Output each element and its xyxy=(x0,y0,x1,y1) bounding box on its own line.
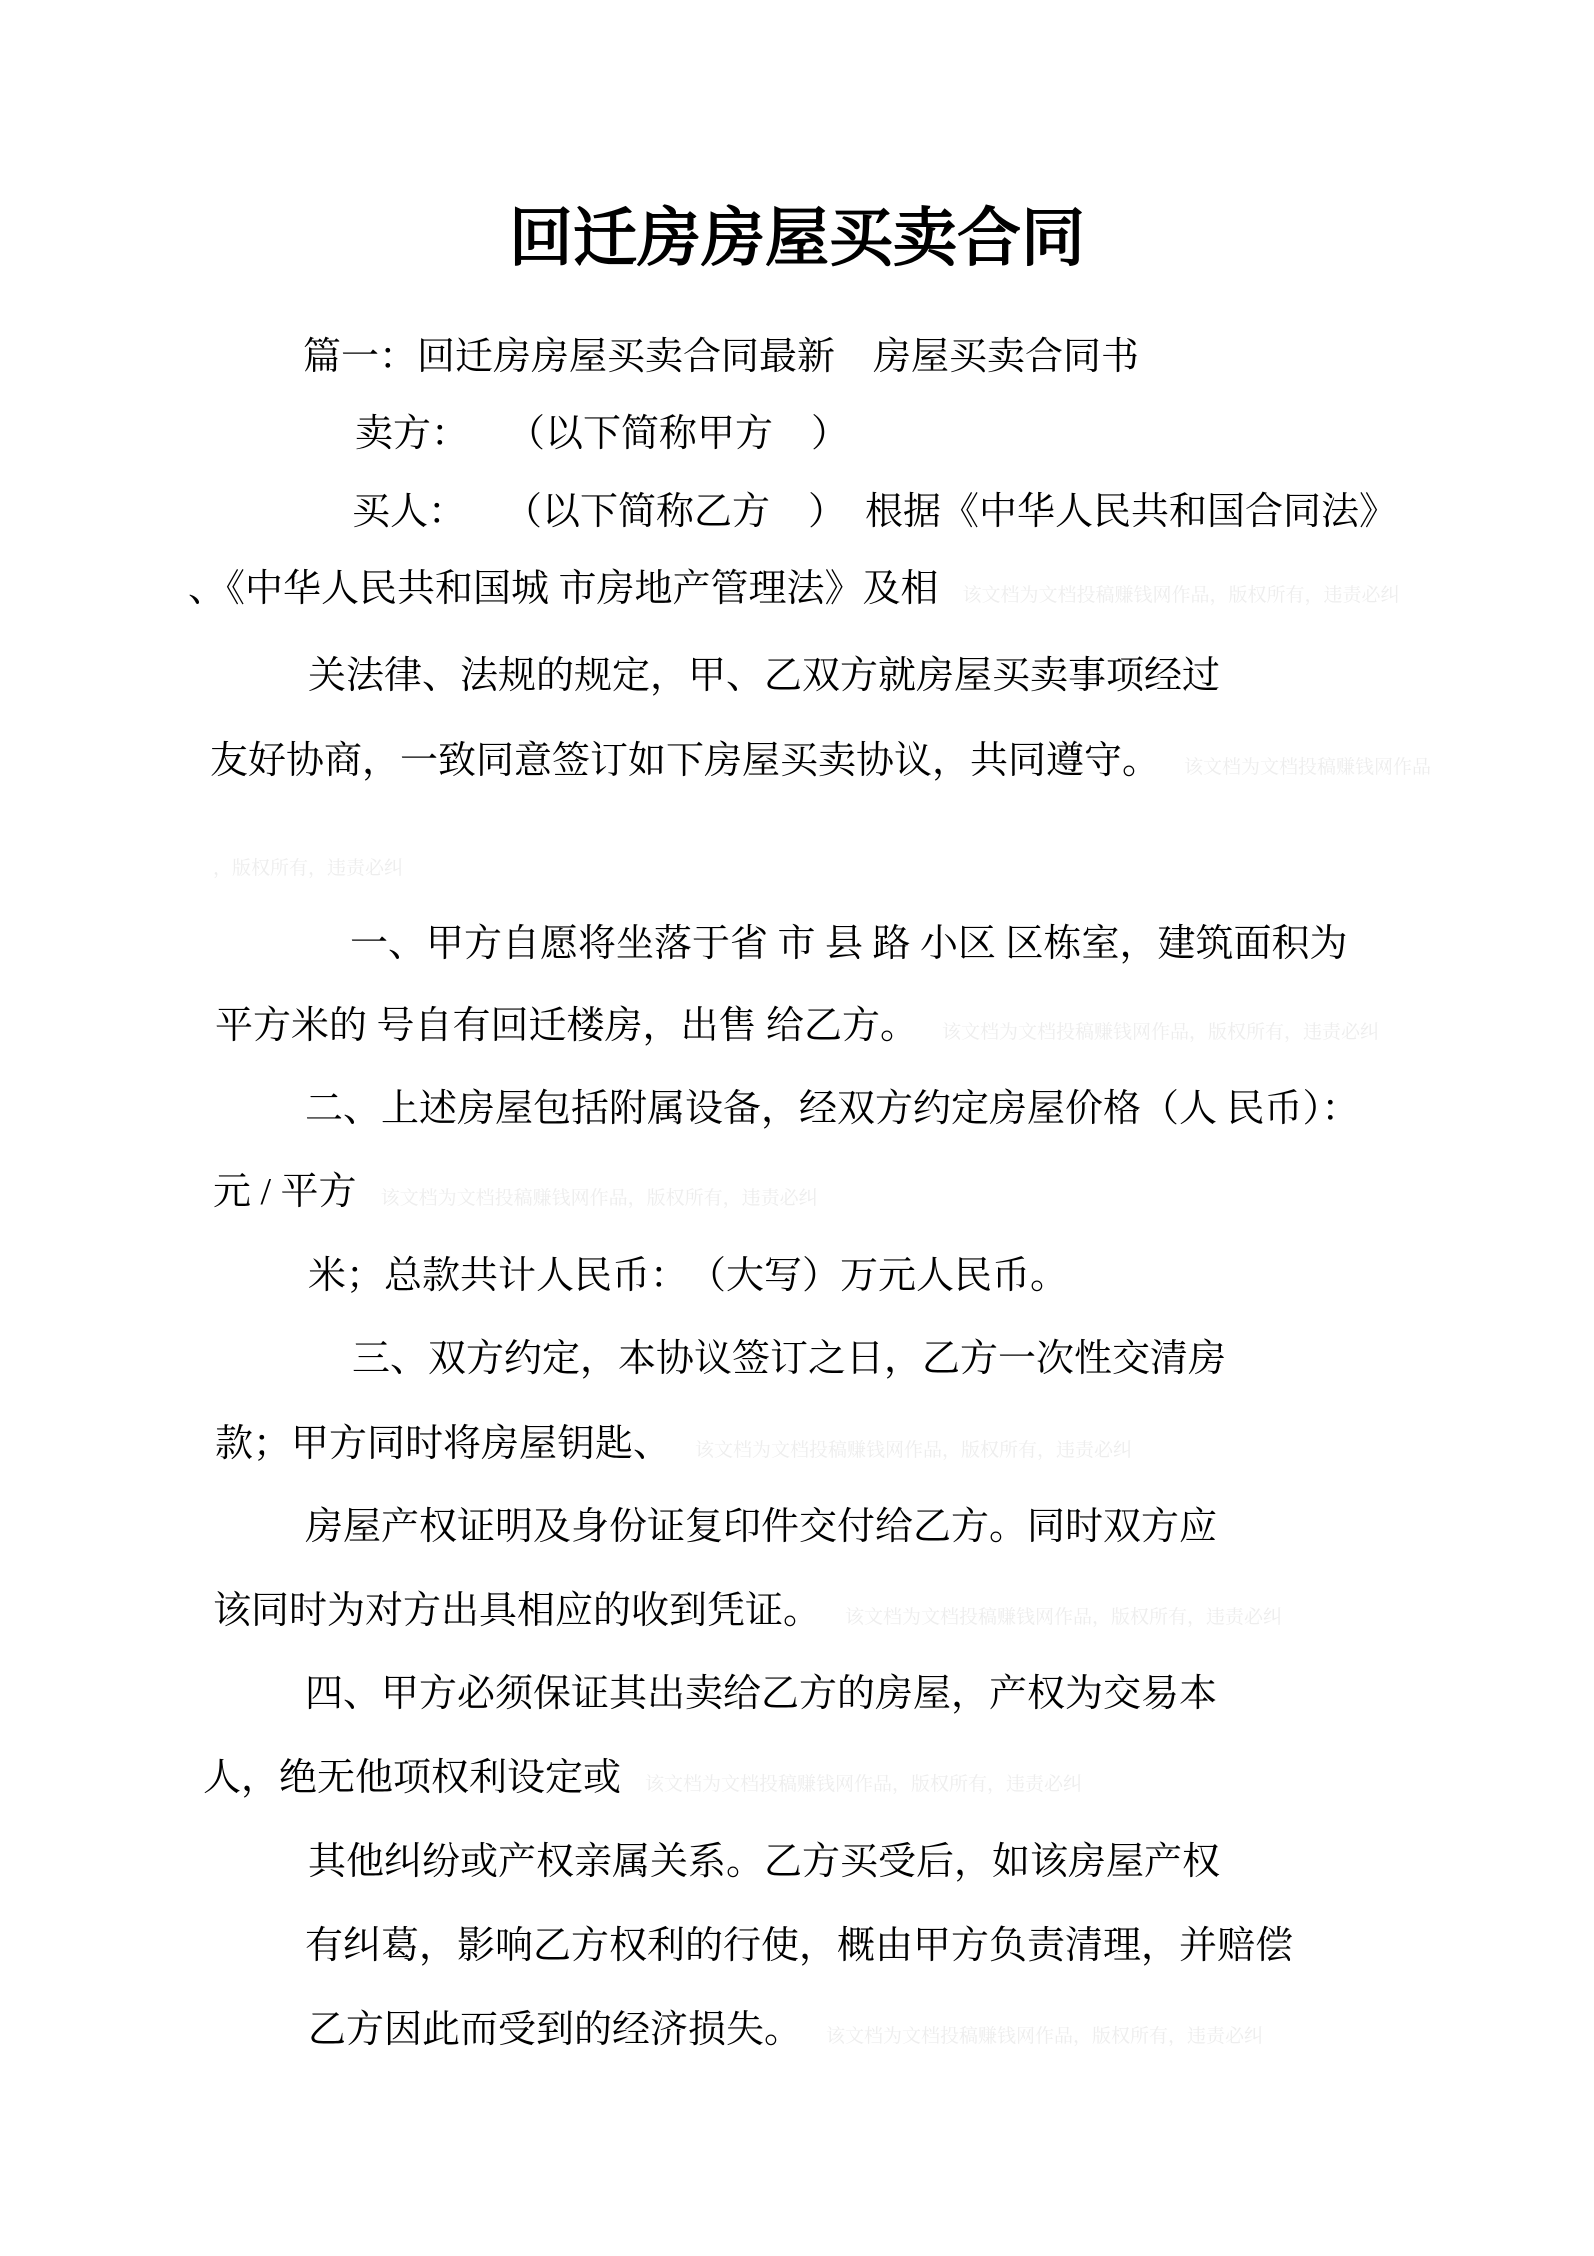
watermark-text: 该文档为文档投稿赚钱网作品，版权所有，违责必纠 xyxy=(695,1439,1133,1461)
text-run: 款；甲方同时将房屋钥匙、 xyxy=(215,1423,672,1465)
text-line xyxy=(213,1587,1282,1636)
text-run: 平方米的 号自有回迁楼房，出售 给乙方。 xyxy=(215,1005,919,1047)
text-line xyxy=(215,1002,1379,1051)
text-run: 乙方因此而受到的经济损失。 xyxy=(308,2009,803,2051)
text-line xyxy=(305,1085,1360,1134)
watermark-text: 该文档为文档投稿赚钱网作品，版权所有，违责必纠 xyxy=(380,1187,818,1209)
text-run: 卖方： （以下简称甲方 ） xyxy=(355,413,850,455)
text-run: 友好协商，一致同意签订如下房屋买卖协议，共同遵守。 xyxy=(210,740,1161,782)
text-run: 关法律、法规的规定，甲、乙双方就房屋买卖事项经过 xyxy=(308,655,1221,697)
text-line xyxy=(210,737,1431,786)
text-run: 一、甲方自愿将坐落于省 市 县 路 小区 区栋室，建筑面积为 xyxy=(350,923,1348,965)
text-line xyxy=(203,1754,1082,1803)
text-run: 米；总款共计人民币： （大写）万元人民币。 xyxy=(308,1255,1069,1297)
text-run: 、《中华人民共和国城 市房地产管理法》及相 xyxy=(188,568,939,610)
text-run: 有纠葛，影响乙方权利的行使，概由甲方负责清理，并赔偿 xyxy=(305,1925,1294,1967)
text-line xyxy=(188,565,1400,614)
text-run: 三、双方约定，本协议签订之日，乙方一次性交清房 xyxy=(352,1338,1227,1380)
text-run: 买人： （以下简称乙方 ） 根据《中华人民共和国合同法》 xyxy=(352,491,1398,533)
text-run: 房屋产权证明及身份证复印件交付给乙方。同时双方应 xyxy=(305,1506,1218,1548)
text-run: 该同时为对方出具相应的收到凭证。 xyxy=(213,1590,822,1632)
text-line xyxy=(352,1335,1226,1384)
text-line xyxy=(352,488,1397,537)
watermark-text: 该文档为文档投稿赚钱网作品，版权所有，违责必纠 xyxy=(962,584,1400,606)
text-run: 四、甲方必须保证其出卖给乙方的房屋，产权为交易本 xyxy=(305,1673,1218,1715)
text-line xyxy=(305,1670,1217,1719)
watermark-text: ，版权所有，违责必纠 xyxy=(213,857,404,879)
text-line xyxy=(308,1252,1068,1301)
text-run: 篇一：回迁房房屋买卖合同最新 房屋买卖合同书 xyxy=(303,336,1140,378)
text-line xyxy=(215,1420,1132,1469)
text-line xyxy=(303,333,1139,382)
text-line xyxy=(213,838,403,887)
text-run: 人，绝无他项权利设定或 xyxy=(203,1757,622,1799)
watermark-text: 该文档为文档投稿赚钱网作品 xyxy=(1184,756,1432,778)
watermark-text: 该文档为文档投稿赚钱网作品，版权所有，违责必纠 xyxy=(826,2025,1264,2047)
document-title: 回迁房房屋买卖合同 xyxy=(509,202,1085,276)
text-line xyxy=(213,1168,818,1217)
watermark-text: 该文档为文档投稿赚钱网作品，版权所有，违责必纠 xyxy=(845,1606,1283,1628)
text-run: 二、上述房屋包括附属设备，经双方约定房屋价格（人 民币）： xyxy=(305,1088,1360,1130)
watermark-text: 该文档为文档投稿赚钱网作品，版权所有，违责必纠 xyxy=(645,1773,1083,1795)
text-line xyxy=(305,1922,1293,1971)
text-line xyxy=(305,1503,1217,1552)
watermark-text: 该文档为文档投稿赚钱网作品，版权所有，违责必纠 xyxy=(942,1021,1380,1043)
text-line xyxy=(308,2006,1263,2055)
text-run: 元 / 平方 xyxy=(213,1171,357,1213)
text-line xyxy=(308,1838,1220,1887)
text-run: 其他纠纷或产权亲属关系。乙方买受后，如该房屋产权 xyxy=(308,1841,1221,1883)
text-line xyxy=(308,652,1220,701)
text-line xyxy=(355,410,849,459)
text-line xyxy=(350,920,1348,969)
